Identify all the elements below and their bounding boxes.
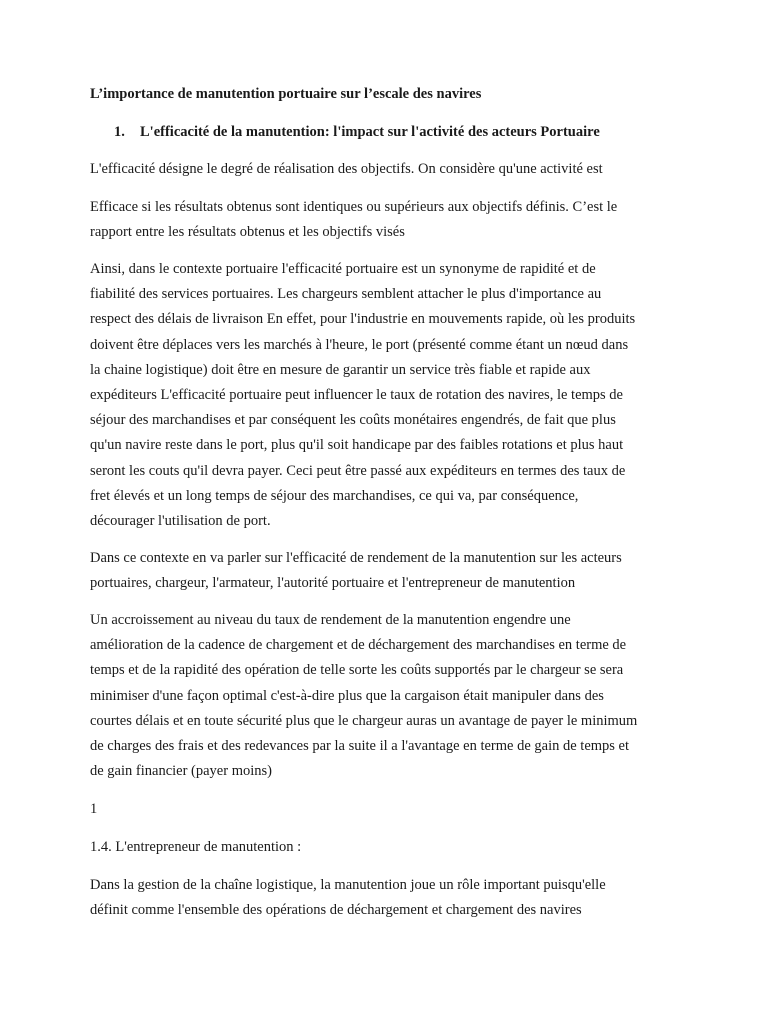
text-line: fiabilité des services portuaires. Les chargeurs semblent attacher le plus d'importance au: [90, 286, 602, 303]
section-heading-text: L'efficacité de la manutention: l'impact sur l'activité des acteurs Portuaire: [140, 124, 600, 140]
text-line: minimiser d'une façon optimal c'est-à-dire plus que la cargaison était manipuler dans des: [90, 687, 604, 704]
text-line: séjour des marchandises et par conséquent les coûts monétaires engendrés, de fait que plus: [90, 412, 616, 429]
section-heading-1: [114, 124, 600, 141]
text-line: rapport entre les résultats obtenus et les objectifs visés: [90, 224, 405, 241]
text-line: Un accroissement au niveau du taux de rendement de la manutention engendre une: [90, 612, 571, 628]
text-line: la chaine logistique) doit être en mesure de garantir un service très fiable et rapide aux: [90, 361, 591, 378]
text-line: amélioration de la cadence de chargement et de déchargement des marchandises en terme de: [90, 637, 627, 654]
text-line: décourager l'utilisation de port.: [90, 513, 271, 530]
text-line: L'efficacité désigne le degré de réalisation des objectifs. On considère qu'une activité est: [90, 161, 603, 177]
page-number: [90, 797, 690, 822]
text-line: fret élevés et un long temps de séjour des marchandises, ce qui va, par conséquence,: [90, 487, 579, 504]
section-number: 1.: [114, 124, 125, 140]
paragraph-accroissement: [90, 608, 690, 784]
paragraph-ainsi: [90, 257, 690, 534]
paragraph-efficace: [90, 195, 690, 245]
text-line: 1.4. L'entrepreneur de manutention :: [90, 839, 302, 855]
paragraph-gestion: [90, 873, 690, 923]
text-line: Ainsi, dans le contexte portuaire l'efficacité portuaire est un synonyme de rapidité et de: [90, 261, 596, 277]
document-title: L’importance de manutention portuaire sur l’escale des navires: [90, 86, 482, 102]
text-line: 1: [90, 801, 98, 817]
text-line: définit comme l'ensemble des opérations de déchargement et chargement des navires: [90, 902, 582, 919]
text-line: Dans la gestion de la chaîne logistique, la manutention joue un rôle important puisqu'elle: [90, 877, 606, 893]
text-line: de charges des frais et des redevances par la suite il a l'avantage en terme de gain de temps et: [90, 738, 630, 755]
text-line: Efficace si les résultats obtenus sont identiques ou supérieurs aux objectifs définis. C’est le: [90, 199, 618, 215]
text-line: expéditeurs L'efficacité portuaire peut influencer le taux de rotation des navires, le temps de: [90, 387, 623, 404]
text-line: courtes délais et en toute sécurité plus que le chargeur auras un avantage de payer le minimum: [90, 712, 638, 729]
text-line: Dans ce contexte en va parler sur l'efficacité de rendement de la manutention sur les acteurs: [90, 550, 622, 566]
text-line: qu'un navire reste dans le port, plus qu'il soit handicape par des faibles rotations et plus haut: [90, 437, 624, 454]
text-line: doivent être déplaces vers les marchés à l'heure, le port (présenté comme étant un nœud dans: [90, 336, 629, 353]
text-line: respect des délais de livraison En effet, pour l'industrie en mouvements rapide, où les produits: [90, 311, 636, 328]
subsection-heading: [90, 835, 690, 860]
text-line: seront les couts qu'il devra payer. Ceci peut être passé aux expéditeurs en termes des taux de: [90, 462, 626, 479]
paragraph-contexte: [90, 546, 690, 596]
text-line: portuaires, chargeur, l'armateur, l'autorité portuaire et l'entrepreneur de manutention: [90, 575, 576, 592]
paragraph-definition: [90, 157, 690, 182]
text-line: de gain financier (payer moins): [90, 763, 272, 780]
text-line: temps et de la rapidité des opération de telle sorte les coûts supportés par le chargeur se sera: [90, 662, 624, 679]
